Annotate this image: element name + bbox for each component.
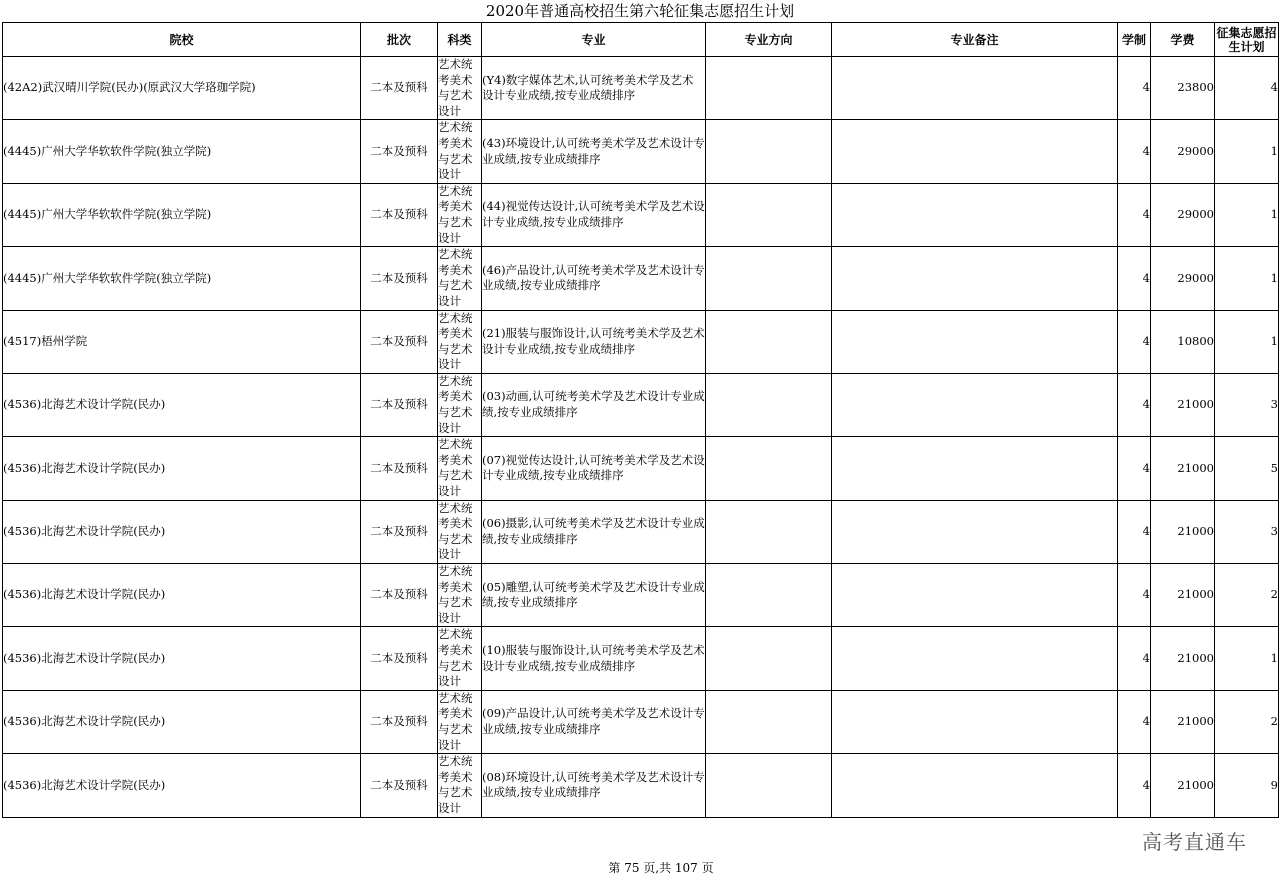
batch-cell: 二本及预科 xyxy=(361,373,438,436)
school-cell: (4536)北海艺术设计学院(民办) xyxy=(3,564,361,627)
fee-cell: 21000 xyxy=(1151,754,1215,817)
years-cell: 4 xyxy=(1118,627,1151,690)
remark-cell xyxy=(832,310,1118,373)
plan-cell: 4 xyxy=(1215,57,1279,120)
fee-cell: 29000 xyxy=(1151,247,1215,310)
table-row xyxy=(3,500,1279,563)
batch-cell: 二本及预科 xyxy=(361,183,438,246)
fee-cell: 29000 xyxy=(1151,120,1215,183)
major-cell: (08)环境设计,认可统考美术学及艺术设计专业成绩,按专业成绩排序 xyxy=(482,754,706,817)
remark-cell xyxy=(832,564,1118,627)
direction-cell xyxy=(706,310,832,373)
category-cell: 艺术统考美术与艺术设计 xyxy=(438,754,482,817)
years-cell: 4 xyxy=(1118,754,1151,817)
batch-cell: 二本及预科 xyxy=(361,754,438,817)
years-cell: 4 xyxy=(1118,247,1151,310)
fee-cell: 21000 xyxy=(1151,373,1215,436)
header-fee: 学费 xyxy=(1151,23,1215,57)
category-cell: 艺术统考美术与艺术设计 xyxy=(438,57,482,120)
category-cell: 艺术统考美术与艺术设计 xyxy=(438,183,482,246)
plan-cell: 1 xyxy=(1215,247,1279,310)
header-major: 专业 xyxy=(482,23,706,57)
years-cell: 4 xyxy=(1118,183,1151,246)
direction-cell xyxy=(706,500,832,563)
batch-cell: 二本及预科 xyxy=(361,500,438,563)
category-cell: 艺术统考美术与艺术设计 xyxy=(438,437,482,500)
remark-cell xyxy=(832,437,1118,500)
batch-cell: 二本及预科 xyxy=(361,247,438,310)
fee-cell: 10800 xyxy=(1151,310,1215,373)
header-category: 科类 xyxy=(438,23,482,57)
remark-cell xyxy=(832,247,1118,310)
header-row xyxy=(3,23,1279,57)
header-remark: 专业备注 xyxy=(832,23,1118,57)
direction-cell xyxy=(706,564,832,627)
major-cell: (Y4)数字媒体艺术,认可统考美术学及艺术设计专业成绩,按专业成绩排序 xyxy=(482,57,706,120)
fee-cell: 21000 xyxy=(1151,500,1215,563)
header-school: 院校 xyxy=(3,23,361,57)
table-row xyxy=(3,310,1279,373)
table-row xyxy=(3,564,1279,627)
major-cell: (06)摄影,认可统考美术学及艺术设计专业成绩,按专业成绩排序 xyxy=(482,500,706,563)
direction-cell xyxy=(706,627,832,690)
batch-cell: 二本及预科 xyxy=(361,57,438,120)
years-cell: 4 xyxy=(1118,564,1151,627)
plan-cell: 5 xyxy=(1215,437,1279,500)
batch-cell: 二本及预科 xyxy=(361,627,438,690)
category-cell: 艺术统考美术与艺术设计 xyxy=(438,500,482,563)
years-cell: 4 xyxy=(1118,437,1151,500)
school-cell: (4536)北海艺术设计学院(民办) xyxy=(3,437,361,500)
fee-cell: 21000 xyxy=(1151,690,1215,753)
fee-cell: 21000 xyxy=(1151,437,1215,500)
remark-cell xyxy=(832,627,1118,690)
table-row xyxy=(3,690,1279,753)
years-cell: 4 xyxy=(1118,310,1151,373)
school-cell: (4445)广州大学华软软件学院(独立学院) xyxy=(3,120,361,183)
plan-cell: 1 xyxy=(1215,183,1279,246)
remark-cell xyxy=(832,57,1118,120)
plan-cell: 1 xyxy=(1215,310,1279,373)
major-cell: (07)视觉传达设计,认可统考美术学及艺术设计专业成绩,按专业成绩排序 xyxy=(482,437,706,500)
direction-cell xyxy=(706,57,832,120)
category-cell: 艺术统考美术与艺术设计 xyxy=(438,690,482,753)
category-cell: 艺术统考美术与艺术设计 xyxy=(438,120,482,183)
direction-cell xyxy=(706,120,832,183)
direction-cell xyxy=(706,373,832,436)
page-footer: 第 75 页,共 107 页 xyxy=(608,861,714,875)
direction-cell xyxy=(706,183,832,246)
plan-cell: 3 xyxy=(1215,500,1279,563)
category-cell: 艺术统考美术与艺术设计 xyxy=(438,247,482,310)
remark-cell xyxy=(832,183,1118,246)
school-cell: (4517)梧州学院 xyxy=(3,310,361,373)
years-cell: 4 xyxy=(1118,690,1151,753)
plan-cell: 9 xyxy=(1215,754,1279,817)
batch-cell: 二本及预科 xyxy=(361,120,438,183)
table-row xyxy=(3,183,1279,246)
watermark-text: 高考直通车 xyxy=(1142,830,1247,854)
years-cell: 4 xyxy=(1118,373,1151,436)
table-row xyxy=(3,247,1279,310)
table-row xyxy=(3,437,1279,500)
major-cell: (05)雕塑,认可统考美术学及艺术设计专业成绩,按专业成绩排序 xyxy=(482,564,706,627)
header-batch: 批次 xyxy=(361,23,438,57)
table-row xyxy=(3,627,1279,690)
fee-cell: 21000 xyxy=(1151,564,1215,627)
major-cell: (44)视觉传达设计,认可统考美术学及艺术设计专业成绩,按专业成绩排序 xyxy=(482,183,706,246)
fee-cell: 29000 xyxy=(1151,183,1215,246)
fee-cell: 21000 xyxy=(1151,627,1215,690)
remark-cell xyxy=(832,373,1118,436)
major-cell: (46)产品设计,认可统考美术学及艺术设计专业成绩,按专业成绩排序 xyxy=(482,247,706,310)
school-cell: (4536)北海艺术设计学院(民办) xyxy=(3,373,361,436)
table-row xyxy=(3,57,1279,120)
plan-cell: 1 xyxy=(1215,627,1279,690)
batch-cell: 二本及预科 xyxy=(361,437,438,500)
category-cell: 艺术统考美术与艺术设计 xyxy=(438,564,482,627)
school-cell: (42A2)武汉晴川学院(民办)(原武汉大学珞珈学院) xyxy=(3,57,361,120)
header-years: 学制 xyxy=(1118,23,1151,57)
header-plan: 征集志愿招生计划 xyxy=(1215,23,1279,57)
table-row xyxy=(3,120,1279,183)
header-direction: 专业方向 xyxy=(706,23,832,57)
plan-cell: 2 xyxy=(1215,690,1279,753)
years-cell: 4 xyxy=(1118,57,1151,120)
direction-cell xyxy=(706,437,832,500)
batch-cell: 二本及预科 xyxy=(361,690,438,753)
enrollment-plan-table xyxy=(2,22,1279,818)
major-cell: (43)环境设计,认可统考美术学及艺术设计专业成绩,按专业成绩排序 xyxy=(482,120,706,183)
remark-cell xyxy=(832,120,1118,183)
remark-cell xyxy=(832,500,1118,563)
direction-cell xyxy=(706,690,832,753)
page-title: 2020年普通高校招生第六轮征集志愿招生计划 xyxy=(485,2,795,20)
school-cell: (4536)北海艺术设计学院(民办) xyxy=(3,754,361,817)
category-cell: 艺术统考美术与艺术设计 xyxy=(438,310,482,373)
fee-cell: 23800 xyxy=(1151,57,1215,120)
school-cell: (4445)广州大学华软软件学院(独立学院) xyxy=(3,247,361,310)
plan-cell: 1 xyxy=(1215,120,1279,183)
category-cell: 艺术统考美术与艺术设计 xyxy=(438,373,482,436)
batch-cell: 二本及预科 xyxy=(361,310,438,373)
school-cell: (4536)北海艺术设计学院(民办) xyxy=(3,690,361,753)
remark-cell xyxy=(832,690,1118,753)
major-cell: (21)服装与服饰设计,认可统考美术学及艺术设计专业成绩,按专业成绩排序 xyxy=(482,310,706,373)
major-cell: (09)产品设计,认可统考美术学及艺术设计专业成绩,按专业成绩排序 xyxy=(482,690,706,753)
years-cell: 4 xyxy=(1118,500,1151,563)
table-row xyxy=(3,754,1279,817)
major-cell: (10)服装与服饰设计,认可统考美术学及艺术设计专业成绩,按专业成绩排序 xyxy=(482,627,706,690)
school-cell: (4445)广州大学华软软件学院(独立学院) xyxy=(3,183,361,246)
school-cell: (4536)北海艺术设计学院(民办) xyxy=(3,627,361,690)
major-cell: (03)动画,认可统考美术学及艺术设计专业成绩,按专业成绩排序 xyxy=(482,373,706,436)
remark-cell xyxy=(832,754,1118,817)
school-cell: (4536)北海艺术设计学院(民办) xyxy=(3,500,361,563)
years-cell: 4 xyxy=(1118,120,1151,183)
table-row xyxy=(3,373,1279,436)
direction-cell xyxy=(706,754,832,817)
batch-cell: 二本及预科 xyxy=(361,564,438,627)
plan-cell: 3 xyxy=(1215,373,1279,436)
direction-cell xyxy=(706,247,832,310)
plan-cell: 2 xyxy=(1215,564,1279,627)
category-cell: 艺术统考美术与艺术设计 xyxy=(438,627,482,690)
